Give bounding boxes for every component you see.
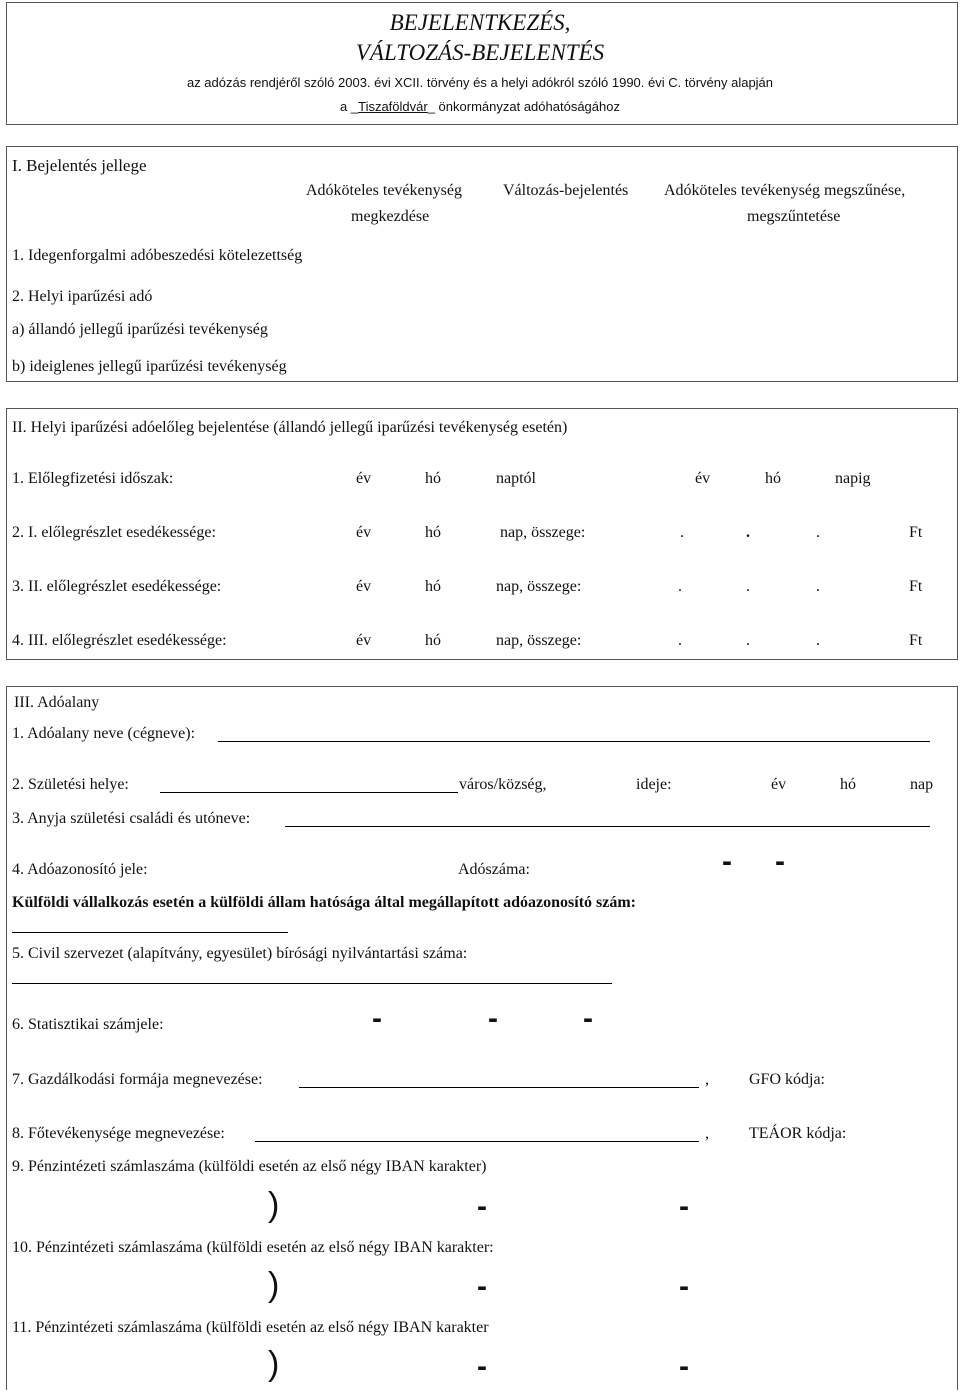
inst1-ho: hó (425, 524, 441, 541)
row-business-tax: 2. Helyi iparűzési adó (12, 288, 153, 305)
inst2-ft: Ft (909, 578, 923, 595)
row-permanent-activity: a) állandó jellegű iparűzési tevékenység (12, 321, 268, 338)
bank-account-1-label: 9. Pénzintézeti számlaszáma (külföldi esetén az első négy IBAN karakter) (12, 1158, 487, 1175)
col-end-line1: Adóköteles tevékenység megszűnése, (664, 182, 906, 199)
row-tourism-tax: 1. Idegenforgalmi adóbeszedési kötelezettség (12, 247, 303, 264)
period-napig: napig (835, 470, 871, 487)
civil-registry-field[interactable] (12, 983, 612, 984)
city-label: város/község, (459, 776, 547, 793)
advance-period-label: 1. Előlegfizetési időszak: (12, 470, 174, 487)
section1-title: I. Bejelentés jellege (12, 156, 147, 175)
inst2-nap-osszege: nap, összege: (496, 578, 582, 595)
form-title-line2: VÁLTOZÁS-BEJELENTÉS (355, 40, 605, 65)
gfo-name-field[interactable] (299, 1087, 699, 1088)
birth-place-label: 2. Születési helye: (12, 776, 129, 793)
stat-dash3: - (583, 1002, 593, 1035)
inst3-ev: év (356, 632, 372, 649)
inst3-ft: Ft (909, 632, 923, 649)
gfo-comma: , (705, 1071, 709, 1088)
taxpayer-name-label: 1. Adóalany neve (cégneve): (12, 725, 196, 742)
authority-prefix: a _ (340, 99, 359, 114)
form-title-line1: BEJELENTKEZÉS, (389, 10, 571, 35)
col-start-line2: megkezdése (351, 208, 430, 225)
stat-dash1: - (372, 1002, 382, 1035)
col-start-line1: Adóköteles tevékenység (306, 182, 462, 199)
stat-number-label: 6. Statisztikai számjele: (12, 1016, 164, 1033)
birth-date-label: ideje: (636, 776, 672, 793)
inst2-ev: év (356, 578, 372, 595)
gfo-code-label: GFO kódja: (749, 1071, 825, 1088)
bank3-paren: ) (268, 1345, 280, 1383)
foreign-tax-id-label: Külföldi vállalkozás esetén a külföldi állam hatósága által megállapított adóazonosító szám: (12, 894, 637, 911)
main-activity-label: 8. Főtevékenysége megnevezése: (12, 1125, 225, 1142)
bank1-dash2: - (679, 1190, 689, 1223)
inst2-dot2: . (746, 578, 750, 595)
birth-nap: nap (910, 776, 934, 793)
inst3-ho: hó (425, 632, 441, 649)
inst2-dot1: . (678, 578, 682, 595)
inst3-dot2: . (746, 632, 750, 649)
birth-place-field[interactable] (160, 792, 458, 793)
authority-line (0, 99, 960, 114)
inst3-nap-osszege: nap, összege: (496, 632, 582, 649)
col-change: Változás-bejelentés (503, 182, 629, 199)
bank-account-3-label: 11. Pénzintézeti számlaszáma (külföldi esetén az első négy IBAN karakter (12, 1319, 489, 1336)
bank2-dash1: - (477, 1270, 487, 1303)
bank3-dash2: - (679, 1350, 689, 1383)
inst1-dot3: . (816, 524, 820, 541)
inst3-dot3: . (816, 632, 820, 649)
installment3-label: 4. III. előlegrészlet esedékessége: (12, 632, 227, 649)
bank-account-2-label: 10. Pénzintézeti számlaszáma (külföldi esetén az első négy IBAN karakter: (12, 1239, 494, 1256)
inst1-nap-osszege: nap, összege: (500, 524, 586, 541)
period-naptol: naptól (496, 470, 536, 487)
inst1-dot2: . (746, 524, 750, 541)
tax-number-dash2: - (775, 845, 785, 878)
main-activity-field[interactable] (255, 1141, 699, 1142)
civil-registry-label: 5. Civil szervezet (alapítvány, egyesület) bírósági nyilvántartási száma: (12, 945, 468, 962)
period-ev-to: év (695, 470, 711, 487)
bank1-paren: ) (268, 1186, 280, 1224)
bank2-paren: ) (268, 1266, 280, 1304)
tax-number-dash1: - (722, 845, 732, 878)
inst3-dot1: . (678, 632, 682, 649)
inst2-ho: hó (425, 578, 441, 595)
period-ho-from: hó (425, 470, 441, 487)
teaor-code-label: TEÁOR kódja: (749, 1125, 847, 1142)
col-end-line2: megszűntetése (747, 208, 841, 225)
authority-name: Tiszaföldvár (358, 99, 428, 114)
inst1-ft: Ft (909, 524, 923, 541)
installment2-label: 3. II. előlegrészlet esedékessége: (12, 578, 222, 595)
period-ho-to: hó (765, 470, 781, 487)
installment1-label: 2. I. előlegrészlet esedékessége: (12, 524, 216, 541)
bank3-dash1: - (477, 1350, 487, 1383)
section3-title: III. Adóalany (14, 694, 100, 711)
tax-id-label: 4. Adóazonosító jele: (12, 861, 148, 878)
period-ev-from: év (356, 470, 372, 487)
authority-suffix: _ önkormányzat adóhatóságához (427, 99, 620, 114)
taxpayer-name-field[interactable] (218, 741, 930, 742)
stat-dash2: - (488, 1002, 498, 1035)
inst1-ev: év (356, 524, 372, 541)
mother-name-field[interactable] (285, 826, 930, 827)
row-temporary-activity: b) ideiglenes jellegű iparűzési tevékenység (12, 358, 287, 375)
mother-name-label: 3. Anyja születési családi és utóneve: (12, 810, 251, 827)
main-activity-comma: , (705, 1125, 709, 1142)
bank1-dash1: - (477, 1190, 487, 1223)
foreign-tax-id-field[interactable] (12, 932, 288, 933)
birth-ev: év (771, 776, 787, 793)
tax-number-label: Adószáma: (458, 861, 530, 878)
bank2-dash2: - (679, 1270, 689, 1303)
inst1-dot1: . (680, 524, 684, 541)
section2-title: II. Helyi iparűzési adóelőleg bejelentése (állandó jellegű iparűzési tevékenység esetén) (12, 419, 568, 436)
birth-ho: hó (840, 776, 856, 793)
law-reference: az adózás rendjéről szóló 2003. évi XCII. törvény és a helyi adókról szóló 1990. évi C. törvény alapján (186, 75, 774, 90)
gfo-name-label: 7. Gazdálkodási formája megnevezése: (12, 1071, 263, 1088)
inst2-dot3: . (816, 578, 820, 595)
